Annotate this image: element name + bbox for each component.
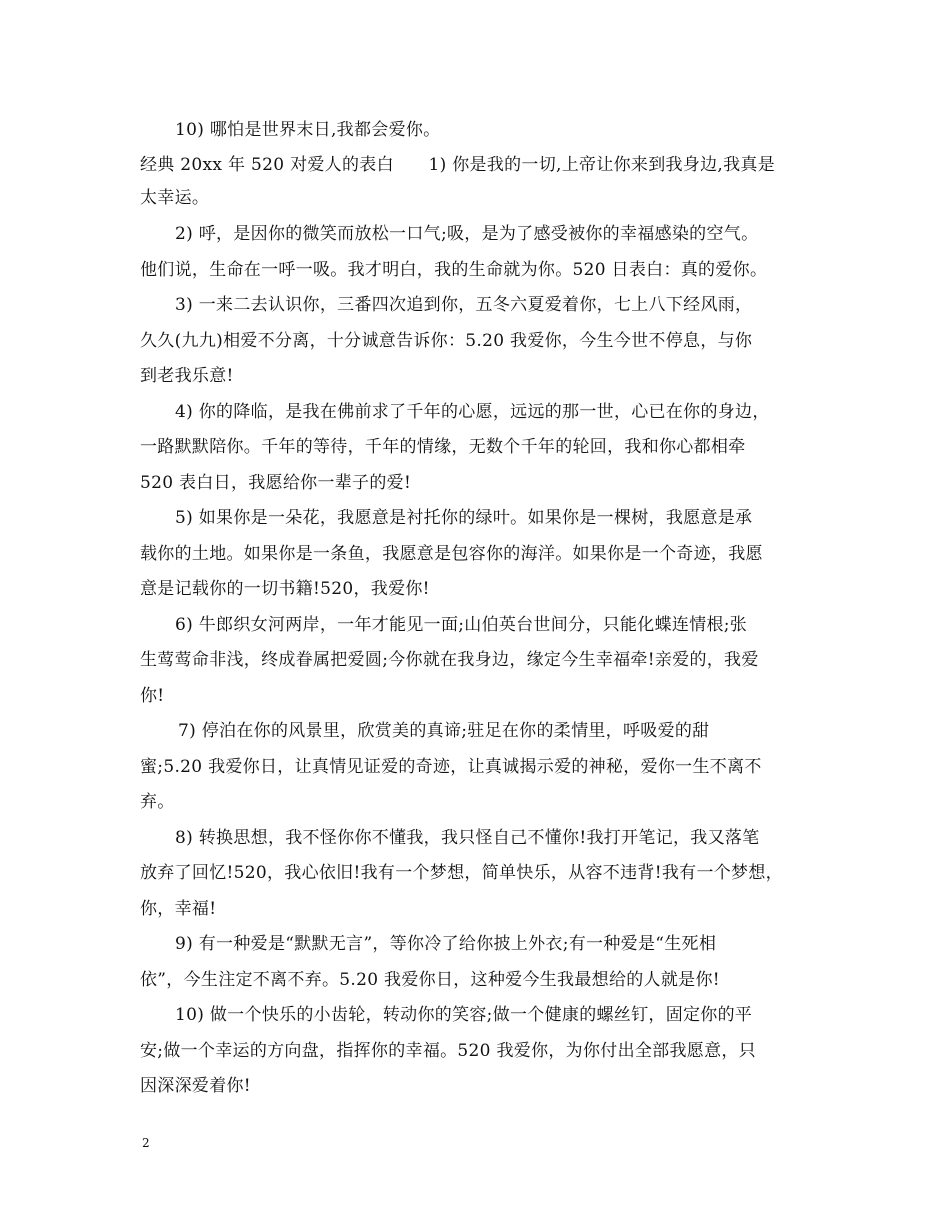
text-line: 到老我乐意! [140,366,234,386]
text-line: 5) 如果你是一朵花，我愿意是衬托你的绿叶。如果你是一棵树，我愿意是承 [175,508,753,528]
text-line: 7) 停泊在你的风景里，欣赏美的真谛;驻足在你的柔情里，呼吸爱的甜 [178,721,710,741]
text-line: 依”，今生注定不离不弃。5.20 我爱你日，这种爱今生我最想给的人就是你! [140,970,720,990]
text-line: 他们说，生命在一呼一吸。我才明白，我的生命就为你。520 日表白：真的爱你。 [140,260,768,280]
text-line: 载你的土地。如果你是一条鱼，我愿意是包容你的海洋。如果你是一个奇迹，我愿 [140,544,763,564]
text-line: 放弃了回忆!520，我心依旧!我有一个梦想，简单快乐，从容不违背!我有一个梦想， [140,863,783,883]
text-line: 3) 一来二去认识你，三番四次追到你，五冬六夏爱着你，七上八下经风雨， [175,295,753,315]
text-line: 你，幸福! [140,899,217,919]
text-line: 10) 哪怕是世界末日,我都会爱你。 [175,120,441,140]
text-line: 生莺莺命非浅，终成眷属把爱圆;今你就在我身边，缘定今生幸福牵!亲爱的，我爱 [140,650,759,670]
text-line: 8) 转换思想，我不怪你你不懂我，我只怪自己不懂你!我打开笔记，我又落笔 [175,828,760,848]
text-line: 蜜;5.20 我爱你日，让真情见证爱的奇迹，让真诚揭示爱的神秘，爱你一生不离不 [140,757,762,777]
text-line: 4) 你的降临，是我在佛前求了千年的心愿，远远的那一世，心已在你的身边， [175,402,770,422]
page-number: 2 [142,1136,150,1150]
text-line: 你! [140,686,165,706]
text-line: 因深深爱着你! [140,1076,251,1096]
text-line: 弃。 [140,792,175,812]
text-line: 久久(九九)相爱不分离，十分诚意告诉你：5.20 我爱你，今生今世不停息，与你 [140,331,753,351]
text-line: 经典 20xx 年 520 对爱人的表白 1) 你是我的一切,上帝让你来到我身边,我真是 [140,155,776,175]
text-line: 安;做一个幸运的方向盘，指挥你的幸福。520 我爱你，为你付出全部我愿意，只 [140,1041,756,1061]
text-line: 520 表白日，我愿给你一辈子的爱! [140,473,412,493]
text-line: 10) 做一个快乐的小齿轮，转动你的笑容;做一个健康的螺丝钉，固定你的平 [175,1005,753,1025]
text-line: 一路默默陪你。千年的等待，千年的情缘，无数个千年的轮回，我和你心都相牵 [140,437,746,457]
text-line: 6) 牛郎织女河两岸，一年才能见一面;山伯英台世间分，只能化蝶连情根;张 [175,615,748,635]
text-line: 太幸运。 [140,188,210,208]
text-line: 2) 呼，是因你的微笑而放松一口气;吸，是为了感受被你的幸福感染的空气。 [175,224,759,244]
text-line: 意是记载你的一切书籍!520，我爱你! [140,579,430,599]
text-line: 9) 有一种爱是“默默无言”，等你冷了给你披上外衣;有一种爱是“生死相 [175,934,717,954]
